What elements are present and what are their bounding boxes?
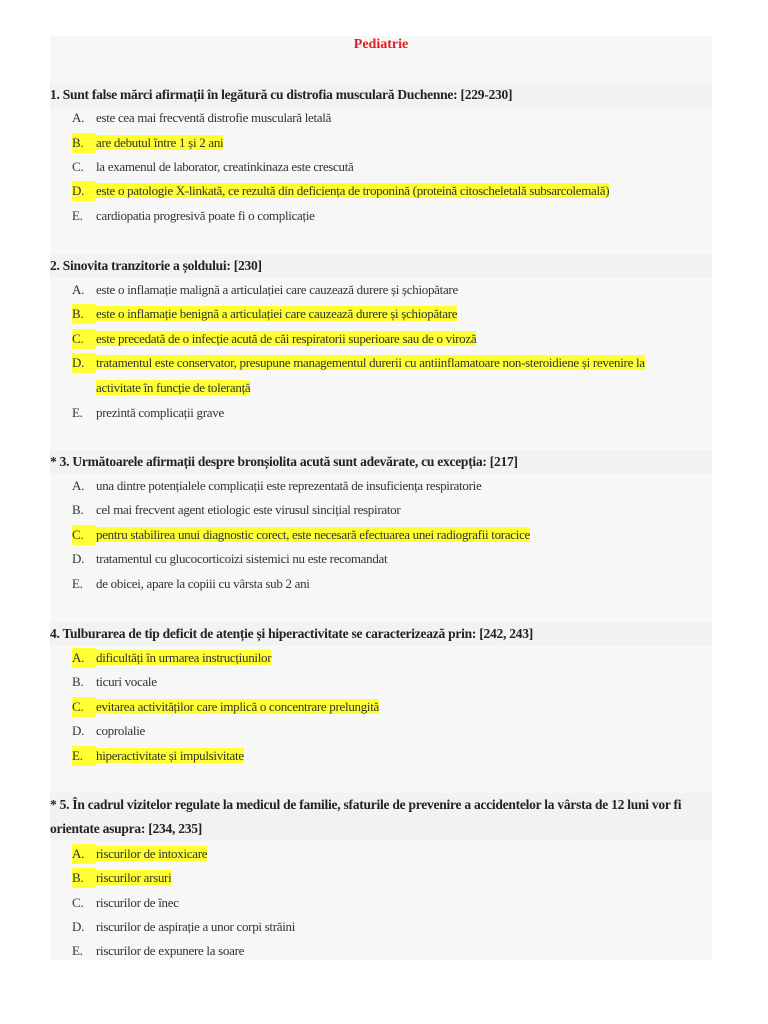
q3-option-a: A. una dintre potențialele complicații este reprezentată de insuficiența respiratorie xyxy=(72,478,482,493)
question-3: * 3. Următoarele afirmații despre bronșiolita acută sunt adevărate, cu excepția: [217] xyxy=(50,450,712,474)
page-title: Pediatrie xyxy=(353,37,409,52)
question-5-continued: orientate asupra: [234, 235] xyxy=(50,817,712,841)
q2-option-b: B. este o inflamație benignă a articulației care cauzează durere și șchiopătare xyxy=(72,304,457,324)
q2-option-d: D. tratamentul este conservator, presupune managementul durerii cu antiinflamatoare non-steroidiene și revenire la xyxy=(72,353,645,373)
q1-option-d: D. este o patologie X-linkată, ce rezultă din deficiența de troponină (proteină citoscheletală subsarcolemală) xyxy=(72,181,609,201)
q5-option-b: B. riscurilor arsuri xyxy=(72,868,171,888)
q4-option-d: D. coprolalie xyxy=(72,723,145,738)
q5-option-a: A. riscurilor de intoxicare xyxy=(72,844,207,864)
q3-option-d: D. tratamentul cu glucocorticoizi sistemici nu este recomandat xyxy=(72,551,388,566)
q3-option-b: B. cel mai frecvent agent etiologic este virusul sincițial respirator xyxy=(72,502,401,517)
q4-option-b: B. ticuri vocale xyxy=(72,674,157,689)
question-4: 4. Tulburarea de tip deficit de atenție și hiperactivitate se caracterizează prin: [242, 243] xyxy=(50,622,712,646)
q2-option-a: A. este o inflamație malignă a articulației care cauzează durere și șchiopătare xyxy=(72,282,458,297)
question-1: 1. Sunt false mărci afirmații în legătură cu distrofia musculară Duchenne: [229-230] xyxy=(50,83,712,107)
q2-option-e: E. prezintă complicații grave xyxy=(72,405,224,420)
q2-option-c: C. este precedată de o infecție acută de căi respiratorii superioare sau de o viroză xyxy=(72,329,476,349)
q4-option-c: C. evitarea activităților care implică o concentrare prelungită xyxy=(72,697,379,717)
q1-option-b: B. are debutul între 1 și 2 ani xyxy=(72,133,223,153)
q5-option-c: C. riscurilor de înec xyxy=(72,895,179,910)
q1-option-e: E. cardiopatia progresivă poate fi o complicație xyxy=(72,208,315,223)
q3-option-e: E. de obicei, apare la copiii cu vârsta sub 2 ani xyxy=(72,576,310,591)
q4-option-a: A. dificultăți în urmarea instrucțiunilor xyxy=(72,648,271,668)
question-5: * 5. În cadrul vizitelor regulate la medicul de familie, sfaturile de prevenire a accidentelor la vârsta de 12 luni vor fi xyxy=(50,793,712,817)
q3-option-c: C. pentru stabilirea unui diagnostic corect, este necesară efectuarea unei radiografii toracice xyxy=(72,525,530,545)
q5-option-d: D. riscurilor de aspirație a unor corpi străini xyxy=(72,919,296,934)
q1-option-c: C. la examenul de laborator, creatinkinaza este crescută xyxy=(72,159,354,174)
q2-option-d-continued: activitate în funcție de toleranță xyxy=(96,380,251,395)
question-2: 2. Sinovita tranzitorie a șoldului: [230] xyxy=(50,254,712,278)
q4-option-e: E. hiperactivitate și impulsivitate xyxy=(72,746,244,766)
q5-option-e: E. riscurilor de expunere la soare xyxy=(72,943,245,958)
q1-option-a: A. este cea mai frecventă distrofie musculară letală xyxy=(72,110,332,125)
